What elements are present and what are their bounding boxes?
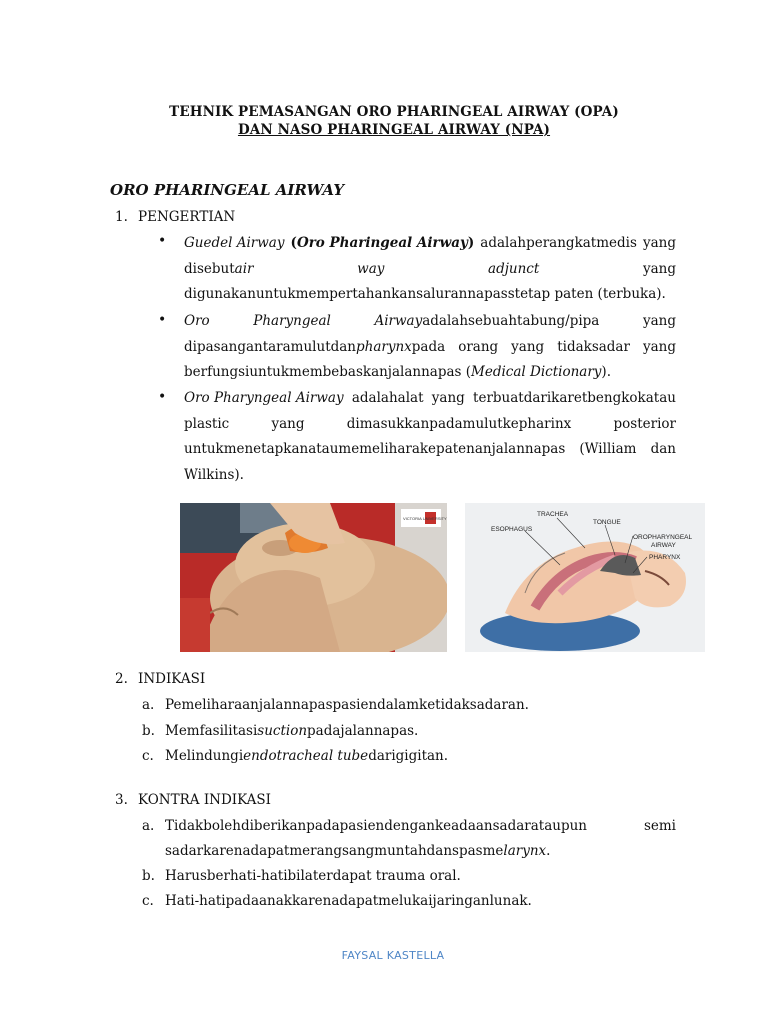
bullet-2-word: tidaksadar <box>557 339 630 355</box>
indikasi-b-text: Memfasilitasisuctionpadajalannapas. <box>165 723 419 739</box>
bullet-1-word: disebutair <box>184 261 254 277</box>
bullet-3-word: untukmenetapkanataumemeliharakepatenanjalannapas <box>184 441 566 457</box>
kontra-a-line-2: sadarkarenadapatmerangsangmuntahdanspasmelarynx. <box>165 843 551 859</box>
kontra-c-text: Hati-hatipadaanakkarenadapatmelukaijaringanlunak. <box>165 893 532 909</box>
indikasi-c-text: Melindungiendotracheal tubedarigigitan. <box>165 748 449 764</box>
label-oropharyngeal: OROPHARYNGEAL <box>633 534 693 541</box>
indikasi-number: 2. <box>115 671 128 687</box>
indikasi-b-label: b. <box>142 723 155 739</box>
opa-insertion-photo <box>180 503 447 652</box>
bullet-1-word: way <box>357 261 385 277</box>
bullet-1-line-1 <box>184 235 676 251</box>
footer-author: FAYSAL KASTELLA <box>341 949 445 962</box>
kontra-a-line-1 <box>165 818 676 834</box>
opa-anatomy-diagram <box>465 503 705 652</box>
bullet-1-word: yang <box>642 261 676 277</box>
kontra-title: KONTRA INDIKASI <box>138 792 271 808</box>
bullet-icon: • <box>158 312 167 328</box>
bullet-2-word: dipasangantaramulutdanpharynxpada <box>184 339 446 355</box>
bullet-2-word: yang <box>511 339 545 355</box>
bullet-2-word: yang <box>642 339 676 355</box>
bullet-3-term: Oro Pharyngeal Airway <box>184 390 344 406</box>
bullet-3-line-3 <box>184 441 676 457</box>
bullet-1-line-3: digunakanuntukmempertahankansalurannapasstetap paten (terbuka). <box>184 286 666 302</box>
bullet-2-word: Pharyngeal <box>253 313 331 329</box>
bullet-3-word: plastic <box>184 416 230 432</box>
kontra-a-word: Tidakbolehdiberikanpadapasiendengankeadaansadarataupun <box>165 818 587 834</box>
pengertian-number: 1. <box>115 209 128 225</box>
section-heading: ORO PHARINGEAL AIRWAY <box>110 181 345 199</box>
bullet-2-word: Oro <box>184 313 210 329</box>
bullet-3-line-4: Wilkins). <box>184 467 244 483</box>
label-airway: AIRWAY <box>651 542 676 549</box>
indikasi-a-label: a. <box>142 697 155 713</box>
bullet-2-line-1 <box>184 313 676 329</box>
bullet-3-word: dimasukkanpadamulutkepharinx <box>346 416 572 432</box>
kontra-c-label: c. <box>142 893 154 909</box>
bullet-1-line-2 <box>184 261 676 277</box>
bullet-3-word: yang <box>431 390 465 406</box>
bullet-2-word: Airwayadalahsebuahtabung/pipa <box>374 313 600 329</box>
bullet-icon: • <box>158 389 167 405</box>
document-title-line-2: DAN NASO PHARINGEAL AIRWAY (NPA) <box>237 122 551 138</box>
bullet-3-word: yang <box>271 416 305 432</box>
bullet-2-word: yang <box>642 313 676 329</box>
bullet-2-word: orang <box>458 339 499 355</box>
bullet-2-line-2 <box>184 339 676 355</box>
kontra-b-text: Harusberhati-hatibilaterdapat trauma oral. <box>165 868 461 884</box>
bullet-3-word: terbuatdarikaretbengkokatau <box>473 390 676 406</box>
bullet-3-word: dan <box>650 441 676 457</box>
indikasi-title: INDIKASI <box>138 671 206 687</box>
indikasi-c-label: c. <box>142 748 154 764</box>
bullet-3-word: (William <box>579 441 637 457</box>
label-esophagus: ESOPHAGUS <box>491 526 533 533</box>
bullet-1-word: adalahperangkatmedis <box>480 235 637 251</box>
bullet-1-term-bold: (Oro Pharingeal Airway) <box>290 235 475 251</box>
anatomy-illustration <box>465 503 705 652</box>
kontra-number: 3. <box>115 792 128 808</box>
bullet-icon: • <box>158 233 167 249</box>
bullet-3-word: posterior <box>613 416 676 432</box>
bullet-1-term: Guedel Airway <box>184 235 285 251</box>
photo-badge-text: VICTORIA UNIVERSITY <box>403 516 447 521</box>
bullet-1-word: adjunct <box>488 261 540 277</box>
pengertian-title: PENGERTIAN <box>138 209 236 225</box>
bullet-3-line-1 <box>184 390 676 406</box>
document-title-line-1: TEHNIK PEMASANGAN ORO PHARINGEAL AIRWAY (OPA) <box>169 104 619 120</box>
bullet-1-word: yang <box>642 235 676 251</box>
kontra-a-word: semi <box>643 818 676 834</box>
label-pharynx: PHARYNX <box>649 554 681 561</box>
manikin-illustration <box>180 503 447 652</box>
bullet-2-line-3: berfungsiuntukmembebaskanjalannapas (Medical Dictionary). <box>184 364 611 380</box>
label-tongue: TONGUE <box>593 519 621 526</box>
label-trachea: TRACHEA <box>537 511 569 518</box>
kontra-a-label: a. <box>142 818 155 834</box>
bullet-3-word: adalahalat <box>351 390 424 406</box>
bullet-3-line-2 <box>184 416 676 432</box>
kontra-b-label: b. <box>142 868 155 884</box>
indikasi-a-text: Pemeliharaanjalannapaspasiendalamketidaksadaran. <box>165 697 529 713</box>
